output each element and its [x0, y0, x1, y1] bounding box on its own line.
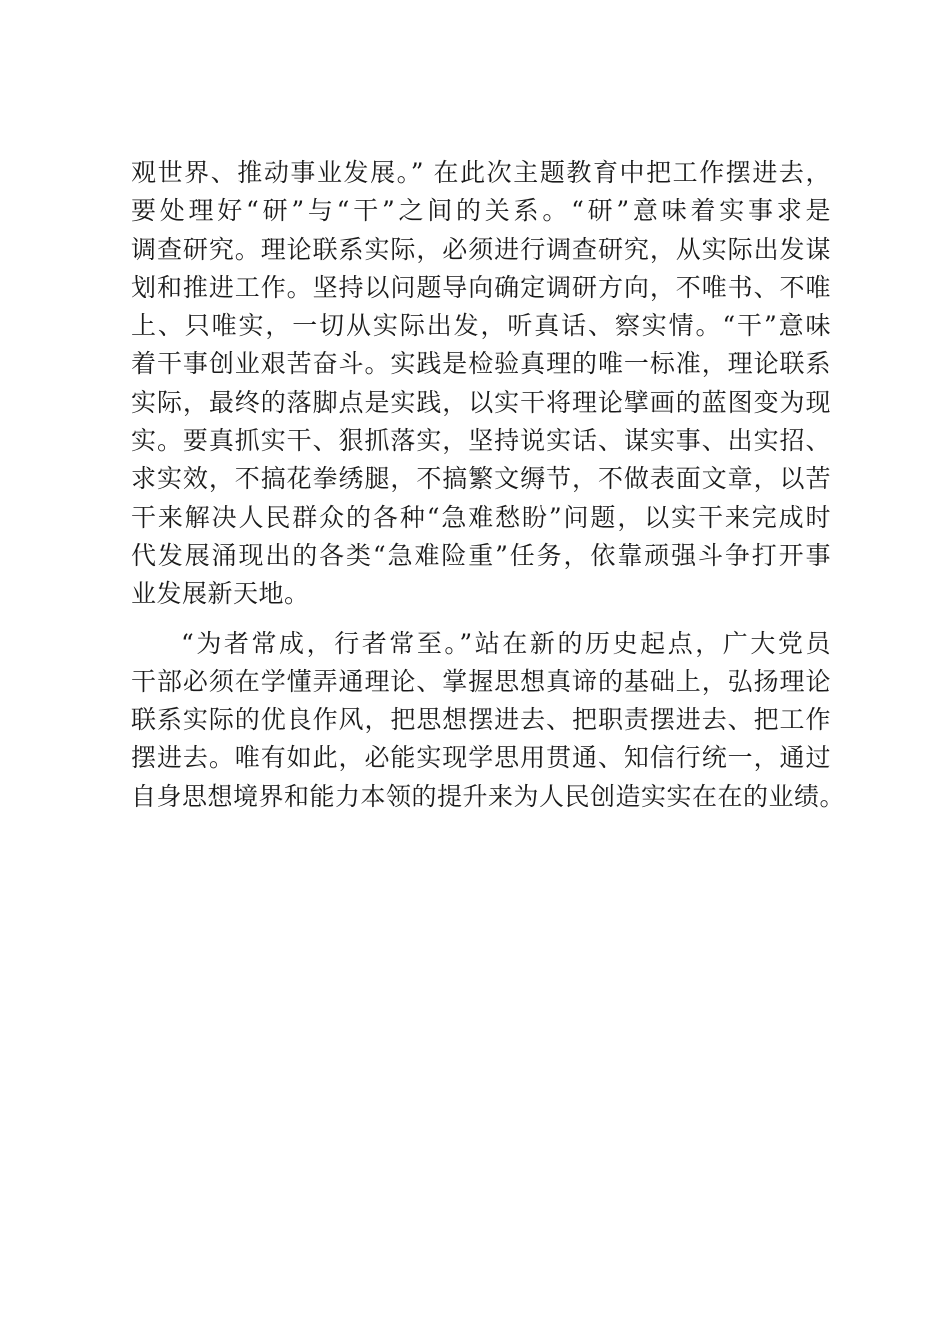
- paragraph-2: [131, 625, 846, 816]
- text-line: 代发展涌现出的各类“急难险重”任务，依靠顽强斗争打开事: [131, 540, 831, 570]
- text-line: 上、只唯实，一切从实际出发，听真话、察实情。“干”意味: [131, 311, 831, 341]
- text-line: 联系实际的优良作风，把思想摆进去、把职责摆进去、把工作: [131, 705, 831, 735]
- text-line: 实。要真抓实干、狠抓落实，坚持说实话、谋实事、出实招、: [131, 426, 831, 456]
- text-line: 业发展新天地。: [131, 579, 310, 609]
- text-line: 干来解决人民群众的各种“急难愁盼”问题，以实干来完成时: [131, 502, 831, 532]
- text-line: “为者常成，行者常至。”站在新的历史起点，广大党员: [181, 628, 831, 658]
- text-line: 要处理好“研”与“干”之间的关系。“研”意味着实事求是: [131, 196, 831, 226]
- paragraph-gap: [131, 614, 831, 625]
- text-line: 着干事创业艰苦奋斗。实践是检验真理的唯一标准，理论联系: [131, 349, 831, 379]
- text-line: 实际，最终的落脚点是实践，以实干将理论擘画的蓝图变为现: [131, 387, 831, 417]
- paragraph-1: [131, 154, 831, 614]
- text-line: 求实效，不搞花拳绣腿，不搞繁文缛节，不做表面文章，以苦: [131, 464, 831, 494]
- text-line: 观世界、推动事业发展。” 在此次主题教育中把工作摆进去，: [131, 158, 831, 187]
- text-line: 划和推进工作。坚持以问题导向确定调研方向，不唯书、不唯: [131, 272, 831, 302]
- text-line: 自身思想境界和能力本领的提升来为人民创造实实在在的业绩。: [131, 781, 846, 811]
- document-body: [131, 154, 846, 816]
- text-line: 干部必须在学懂弄通理论、掌握思想真谛的基础上，弘扬理论: [131, 666, 831, 696]
- text-line: 调查研究。理论联系实际，必须进行调查研究，从实际出发谋: [131, 234, 831, 264]
- text-line: 摆进去。唯有如此，必能实现学思用贯通、知信行统一，通过: [131, 743, 831, 773]
